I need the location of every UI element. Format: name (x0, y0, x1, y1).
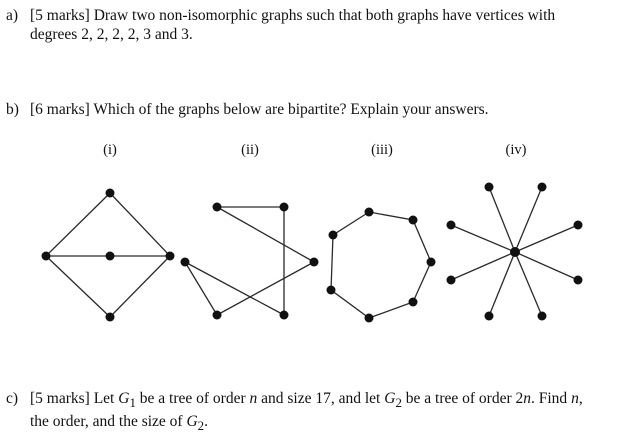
vertex (409, 216, 418, 225)
vertex (327, 286, 336, 295)
math-subscript: 2 (395, 395, 402, 411)
vertex (409, 298, 418, 307)
question-c-text-3: and size 17, and let (257, 390, 385, 407)
graph-i-label: (i) (103, 142, 117, 158)
vertex (365, 314, 374, 323)
edge (185, 262, 284, 315)
question-b-text: [6 marks] Which of the graphs below are bipartite? Explain your answers. (30, 101, 489, 118)
graph-iv-label: (iv) (505, 142, 527, 158)
math-subscript: 2 (197, 418, 205, 434)
graph-iii (327, 208, 436, 323)
graph-iii-label: (iii) (371, 142, 393, 158)
vertex (106, 189, 115, 198)
vertex (447, 276, 456, 285)
edge (110, 256, 170, 317)
vertex (329, 231, 338, 240)
question-c-text-7: the order, and the size of (30, 413, 187, 431)
math-g: G (384, 390, 396, 407)
edge (217, 207, 314, 262)
question-c-text-1: [5 marks] Let (30, 390, 119, 407)
vertex (213, 311, 222, 320)
vertex (280, 311, 289, 320)
math-n: n (249, 390, 258, 407)
edge (110, 193, 170, 256)
question-c-text-5: . Find (531, 390, 572, 407)
vertex (310, 258, 319, 267)
vertex (485, 183, 494, 192)
vertex (574, 221, 583, 230)
graph-ii-label: (ii) (241, 142, 259, 158)
edge (46, 256, 110, 317)
vertex (280, 203, 289, 212)
question-c (6, 389, 626, 435)
vertex (365, 208, 374, 217)
vertex (538, 183, 547, 192)
edge (217, 262, 314, 315)
math-n: n (571, 390, 579, 407)
vertex (574, 276, 583, 285)
question-a-label: a) (6, 7, 19, 24)
edge (46, 193, 110, 256)
question-a-line2: degrees 2, 2, 2, 2, 3 and 3. (30, 26, 193, 43)
vertex (510, 247, 520, 257)
math-g: G (118, 390, 130, 407)
vertex (181, 258, 190, 267)
vertex (447, 221, 456, 230)
vertex (538, 312, 547, 321)
vertex (485, 312, 494, 321)
math-g: G (186, 413, 198, 431)
graph-i (42, 189, 175, 322)
vertex (166, 252, 175, 261)
question-c-text-2: be a tree of order (135, 390, 250, 407)
vertex (106, 252, 115, 261)
question-c-text-6: , (578, 390, 583, 407)
question-c-text-8: . (204, 413, 208, 431)
question-c-text-4: be a tree of order 2 (401, 390, 524, 407)
question-a-line1: [5 marks] Draw two non-isomorphic graphs such that both graphs have vertices with (30, 7, 556, 24)
vertex (427, 258, 436, 267)
question-c-label: c) (6, 390, 19, 407)
vertex (213, 203, 222, 212)
vertex (42, 252, 51, 261)
vertex (106, 313, 115, 322)
question-b-label: b) (6, 101, 19, 118)
math-subscript: 1 (129, 395, 136, 411)
graph-ii (181, 203, 319, 320)
math-n: n (523, 390, 531, 407)
graph-iv (447, 183, 583, 321)
